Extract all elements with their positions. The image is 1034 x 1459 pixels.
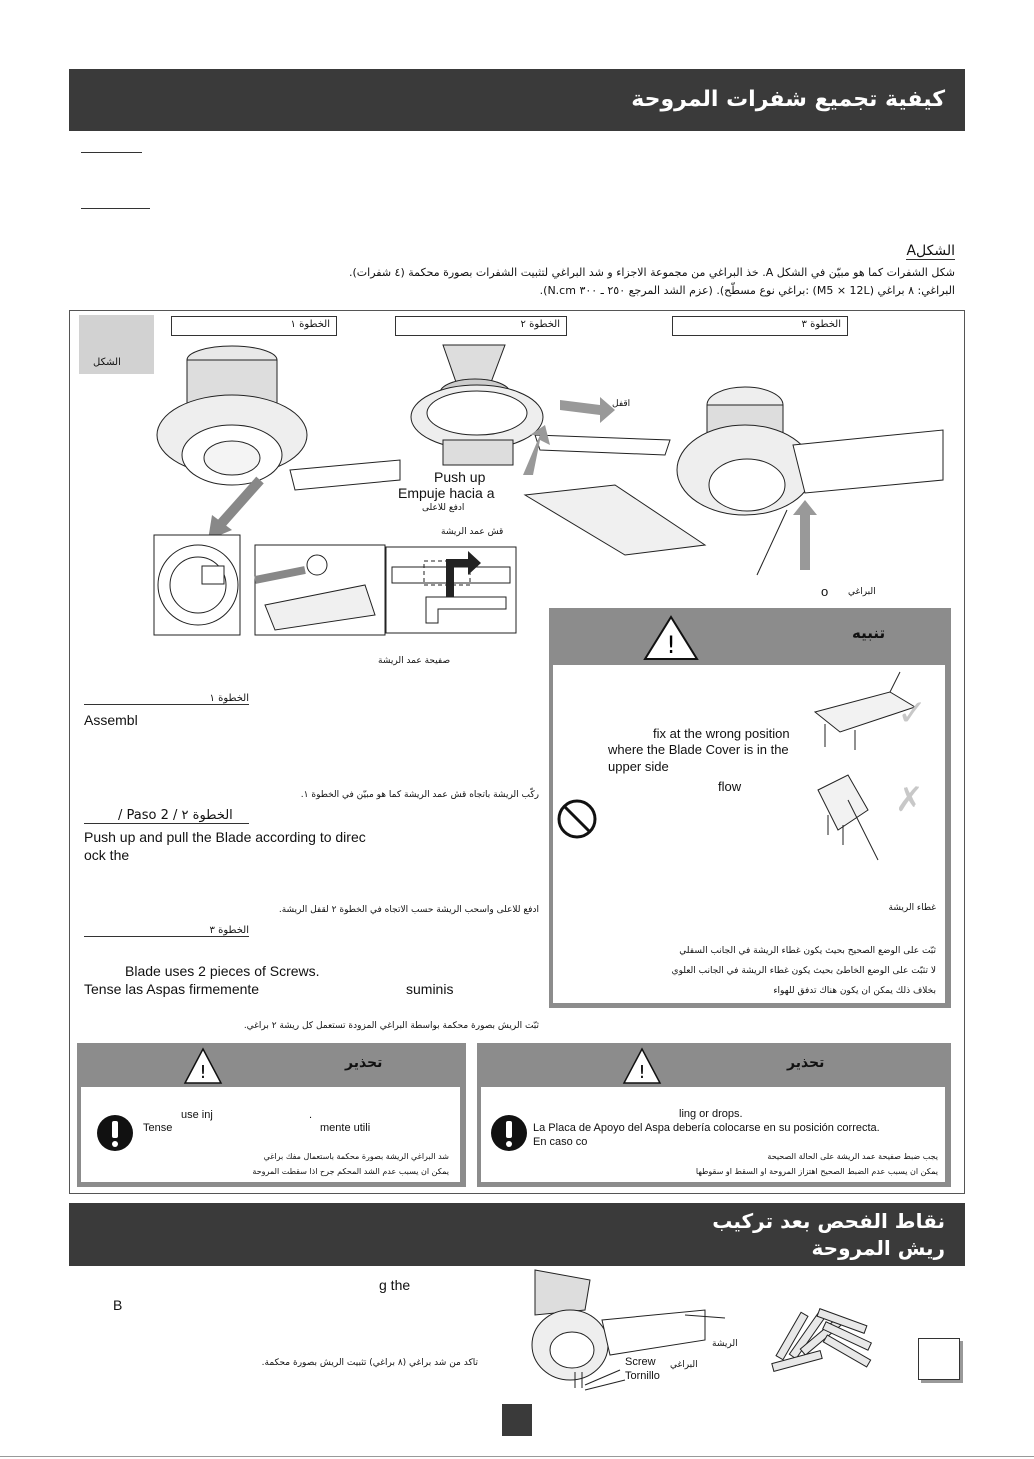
notice-ar-2: لا تثبّت على الوضع الخاطئ بحيث يكون غطاء الريشة في الجانب العلوي [671,966,936,976]
step2-en-2: ock the [84,847,130,863]
bottom-rule [0,1456,1034,1457]
screw-o-label: o [821,584,829,599]
prohibited-icon [556,798,598,840]
warning-triangle-icon [643,615,699,661]
warning-left-ar-1: شد البراغي الريشة بصورة محكمة باستعمال مفك براغي [263,1152,449,1161]
warning-right-title: تحذير [787,1055,825,1071]
warning-triangle-icon [622,1047,662,1085]
checkbox[interactable] [918,1338,960,1380]
intro-heading: الشكلA [906,243,955,259]
svg-text:!: ! [199,1062,207,1083]
step3-box: الخطوة ٣ [672,316,848,336]
notice-en-2: where the Blade Cover is in the [608,742,789,757]
mandatory-icon [490,1114,530,1154]
step2-detail-illustration [386,547,521,637]
divider [81,208,150,209]
push-up-en: Push up [434,469,486,485]
screw-label: البراغي [848,587,876,597]
warning-right-es-2: En caso co [533,1136,588,1148]
step1-detail-illustration [255,545,395,640]
warning-right-es-1: La Placa de Apoyo del Aspa debería colocarse en su posición correcta. [533,1122,880,1134]
divider [81,152,142,153]
step3-ar: ثبّت الريش بصورة محكمة بواسطة البراغي المزودة تستعمل كل ريشة ٢ براغي. [243,1021,539,1031]
blade-plate-label: صفيحة عمد الريشة [378,656,451,666]
step2-ar: ادفع للاعلى واسحب الريشة حسب الاتجاه في الخطوة ٢ لقفل الريشة. [278,905,539,915]
section-title: كيفية تجميع شفرات المروحة [631,87,945,112]
step3-es-1: Tense las Aspas firmemente [84,981,260,997]
section-header-checkpoints [69,1203,965,1266]
step3-en: Blade uses 2 pieces of Screws. [125,963,320,979]
check-screw-es: Tornillo [625,1370,660,1382]
warning-left-en-1: use inj [181,1109,213,1121]
notice-title: تنبيه [852,624,886,642]
svg-text:!: ! [666,631,676,659]
figure-label: الشكل [93,357,121,368]
section-header-blade-assembly [69,69,965,131]
step1-en: Assembl [84,712,138,728]
intro-line-2: البراغي: ٨ براغي (M5 × 12L) :براغي نوع مسطّح). (عزم الشد المرجع ٢٥٠ ـ ٣٠٠ N.cm). [539,284,955,297]
cross-mark-icon: ✗ [895,780,924,820]
check-ar-1: تاكد من شد براغي (٨ براغي) تثبيت الريش بصورة محكمة. [261,1358,478,1368]
notice-en-1: fix at the wrong position [653,726,790,741]
notice-en-3: upper side [608,759,669,774]
section-title-line-2: ريش المروحة [811,1236,945,1260]
notice-wrong-illustration [808,770,948,890]
blade-cover-label: غطاء الريشة [888,903,936,913]
check-screw-ar: البراغي [670,1360,698,1370]
warning-left-en-2: . [309,1109,313,1121]
notice-ar-3: بخلاف ذلك يمكن ان يكون هناك تدفق للهواء [773,986,936,996]
step1-box: الخطوة ١ [171,316,337,336]
check-screw-en: Screw [625,1356,656,1368]
intro-line-1: شكل الشفرات كما هو مبيّن في الشكل A. خذ البراغي من مجموعة الاجزاء و شد البراغي لتثبيت الشفرات بصورة محكمة (٤ شفرات). [349,266,955,279]
mandatory-icon [96,1114,136,1154]
step2-title: / Paso 2 / الخطوة ٢ [84,808,249,824]
warning-right-ar-2: يمكن ان يسبب عدم الضبط الصحيح اهتزاز المروحة او السقط او سقوطها [695,1167,938,1176]
warning-right-ar-1: يجب ضبط صفيحة عمد الريشة على الحالة الصحيحة [767,1152,938,1161]
warning-left-title: تحذير [345,1055,383,1071]
step3-illustration [675,385,945,585]
check-mark-icon: ✓ [897,693,928,734]
step2-box: الخطوة ٢ [395,316,567,336]
svg-text:!: ! [638,1062,646,1083]
check-en-2: B [113,1297,123,1313]
notice-ar-1: ثبّت على الوضع الصحيح بحيث يكون غطاء الريشة في الجانب السفلي [679,946,936,956]
step3-es-2: suminis [406,981,454,997]
step1-ar: ركّب الريشة باتجاه قش عمد الريشة كما هو مبيّن في الخطوة ١. [300,790,539,800]
warning-left-es-1: Tense [143,1122,173,1134]
step2-en-1: Push up and pull the Blade according to direc [84,829,366,845]
step3-title: الخطوة ٣ [84,925,249,937]
section-title-line-1: نقاط الفحص بعد تركيب [712,1209,945,1233]
warning-left-ar-2: يمكن ان يسبب عدم الشد المحكم جرح اذا سقطت المروحة [252,1167,449,1176]
step1-title: الخطوة ١ [84,693,249,705]
check-blade-label: الريشة [712,1339,738,1349]
warning-right-en-1: ling or drops. [679,1108,743,1120]
warning-left-es-2: mente utili [320,1122,371,1134]
page-number-box [502,1404,532,1436]
blade-holder-label: قش عمد الريشة [441,527,504,537]
check-en-1: g the [379,1277,411,1293]
figure-label-box [79,315,154,374]
push-up-ar: ادفع للاعلى [422,503,465,513]
screws-illustration [762,1302,887,1382]
arrow-label-lock: اقفل [612,398,631,408]
warning-triangle-icon [183,1047,223,1085]
push-up-es: Empuje hacia a [398,485,495,501]
notice-en-4: flow [718,779,742,794]
